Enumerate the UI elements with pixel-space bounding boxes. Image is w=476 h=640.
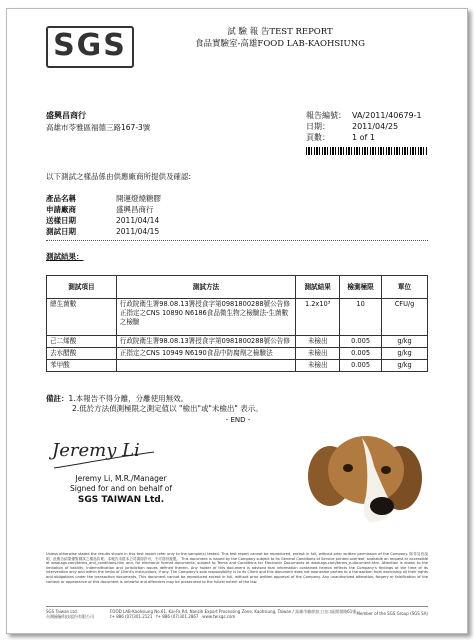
test-item: 去水醋酸 bbox=[47, 348, 117, 360]
test-limit: 0.005 bbox=[340, 360, 382, 372]
sample-value: 2011/04/15 bbox=[116, 227, 160, 236]
report-date-label: 日期： bbox=[306, 122, 330, 131]
test-item: 苯甲酸 bbox=[47, 360, 117, 372]
sample-label: 產品名稱 bbox=[46, 194, 76, 203]
test-unit: CFU/g bbox=[382, 299, 428, 336]
footer-company-zh: 台灣檢驗科技股份有限公司 bbox=[46, 614, 94, 619]
client-address: 高雄市苓雅區福德三路167-3號 bbox=[46, 123, 151, 132]
footer-fax: f+ 886 (07)301.2867 bbox=[156, 614, 199, 619]
footer-disclaimer: Unless otherwise stated the results shown in this test report refer only to the sample(s) tested. This test report cannot be reproduced, except in full, without prior written permission of the Company. 除非另有說明，此報告結果僅對測試之樣品負責。本報告未經本公司書面許可，不可部份複製。 This document is issued by the Company subject to its General Conditions of Service printed overleaf, available on request or accessible at www.sgs.com/terms_and_conditions.htm and, for electronic format documents, subject to Terms and Conditions for Electronic Documents at www.sgs.com/terms_e-document.htm. Attention is drawn to the limitation of liability, indemnification and jurisdiction issues defined therein. Any holder of this document is advised that information contained hereon reflects the Company's findings at the time of its intervention only and within the limits of Client's instructions, if any. The Company's sole responsibility is to its Client and this document does not exonerate parties to a transaction from exercising all their rights and obligations under the transaction documents. This document cannot be reproduced except in full, without prior written approval of the Company. Any unauthorized alteration, forgery or falsification of the content or appearance of this document is unlawful and offenders may be prosecuted to the fullest extent of the law. bbox=[46, 552, 428, 584]
note-1: 1.本報告不得分離，分離使用無效。 bbox=[68, 394, 189, 403]
test-method: 正指定之CNS 10949 N6190食品中防腐劑之檢驗法 bbox=[116, 348, 295, 360]
sample-value: 開運燈燒糖膠 bbox=[116, 194, 161, 203]
footer-web: www.tw.sgs.com bbox=[202, 614, 236, 619]
test-result: 未檢出 bbox=[296, 336, 340, 348]
intro-text: 以下測試之樣品係由供應廠商所提供及確認: bbox=[46, 172, 192, 181]
report-no-label: 報告編號： bbox=[306, 111, 346, 120]
report-date-value: 2011/04/25 bbox=[352, 122, 399, 131]
signer-name: Jeremy Li, M.R./Manager bbox=[75, 474, 167, 483]
test-limit: 0.005 bbox=[340, 348, 382, 360]
end-marker: - END - bbox=[225, 416, 251, 424]
footer-address-line: No.61, Kai-Fa Rd, Nanzih Export Processing Zone, Kaohsiung, Taiwan / 高雄市楠梓加工出口區開發路61號 bbox=[154, 609, 357, 614]
footer-company bbox=[46, 609, 106, 619]
test-unit: g/kg bbox=[382, 360, 428, 372]
sample-label: 送樣日期 bbox=[46, 216, 76, 225]
page-count-value: 1 of 1 bbox=[352, 133, 375, 142]
table-row bbox=[47, 336, 428, 348]
sample-value: 2011/04/14 bbox=[116, 216, 160, 225]
test-method: 行政院衛生署98.08.13署授食字第0981800288號公告修 bbox=[116, 336, 295, 348]
sample-value: 盛興昌商行 bbox=[116, 205, 154, 214]
sample-info bbox=[46, 194, 161, 238]
test-limit: 10 bbox=[340, 299, 382, 336]
footer-company-en: SGS Taiwan Ltd. bbox=[46, 609, 78, 614]
note-2: 2.低於方法偵測極限之測定值以 "檢出"或"未檢出" 表示。 bbox=[72, 404, 263, 413]
signature-image: Jeremy Li bbox=[52, 440, 140, 461]
report-no-value: VA/2011/40679-1 bbox=[352, 111, 422, 120]
title-line-1: 試 驗 報 告TEST REPORT bbox=[227, 27, 333, 37]
table-row bbox=[47, 299, 428, 336]
test-result: 1.2x10³ bbox=[296, 299, 340, 336]
page-count-label: 頁數： bbox=[306, 133, 330, 142]
table-row bbox=[47, 348, 428, 360]
footer-tel: t+ 886 (07)301.2121 bbox=[110, 614, 153, 619]
sgs-logo: SGS bbox=[46, 26, 134, 68]
sample-label: 測試日期 bbox=[46, 227, 76, 236]
signature-block bbox=[46, 474, 196, 507]
table-header-row bbox=[47, 276, 428, 299]
client-name: 盛興昌商行 bbox=[46, 111, 86, 120]
footer-member: Member of the SGS Group (SGS SA) bbox=[356, 611, 428, 616]
test-result: 未檢出 bbox=[296, 360, 340, 372]
test-item: 總生菌數 bbox=[47, 299, 117, 336]
column-header: 測試結果 bbox=[296, 276, 340, 299]
signed-on-behalf: Signed for and on behalf of bbox=[69, 484, 173, 493]
notes bbox=[46, 394, 263, 414]
divider bbox=[46, 240, 428, 241]
test-item: 己二烯酸 bbox=[47, 336, 117, 348]
column-header: 單位 bbox=[382, 276, 428, 299]
column-header: 檢測極限 bbox=[340, 276, 382, 299]
test-unit: g/kg bbox=[382, 348, 428, 360]
footer-lab: FOOD LAB-Kaohsiung bbox=[110, 609, 153, 614]
report-title bbox=[150, 26, 410, 50]
test-method bbox=[116, 360, 295, 372]
footer-bar bbox=[46, 606, 428, 621]
column-header: 測試項目 bbox=[47, 276, 117, 299]
sample-label: 申請廠商 bbox=[46, 205, 76, 214]
test-method: 行政院衛生署98.08.13署授食字第0981800288號公告修正指定之CNS 10890 N6186食品微生物之檢驗法-生菌數之檢驗 bbox=[116, 299, 295, 336]
dog-photo bbox=[300, 426, 430, 526]
notes-label: 備註： bbox=[46, 394, 69, 403]
table-row bbox=[47, 360, 428, 372]
column-header: 測試方法 bbox=[116, 276, 295, 299]
test-unit: g/kg bbox=[382, 336, 428, 348]
signature-stroke bbox=[50, 438, 160, 474]
test-result: 未檢出 bbox=[296, 348, 340, 360]
footer-address bbox=[110, 609, 360, 619]
results-table bbox=[46, 275, 428, 372]
title-line-2: 食品實驗室-高雄FOOD LAB-KAOHSIUNG bbox=[195, 39, 365, 49]
results-heading: 測試結果： bbox=[46, 252, 84, 261]
company-name: SGS TAIWAN Ltd. bbox=[77, 495, 165, 505]
barcode bbox=[306, 147, 428, 155]
test-limit: 0.005 bbox=[340, 336, 382, 348]
report-info bbox=[306, 110, 422, 143]
